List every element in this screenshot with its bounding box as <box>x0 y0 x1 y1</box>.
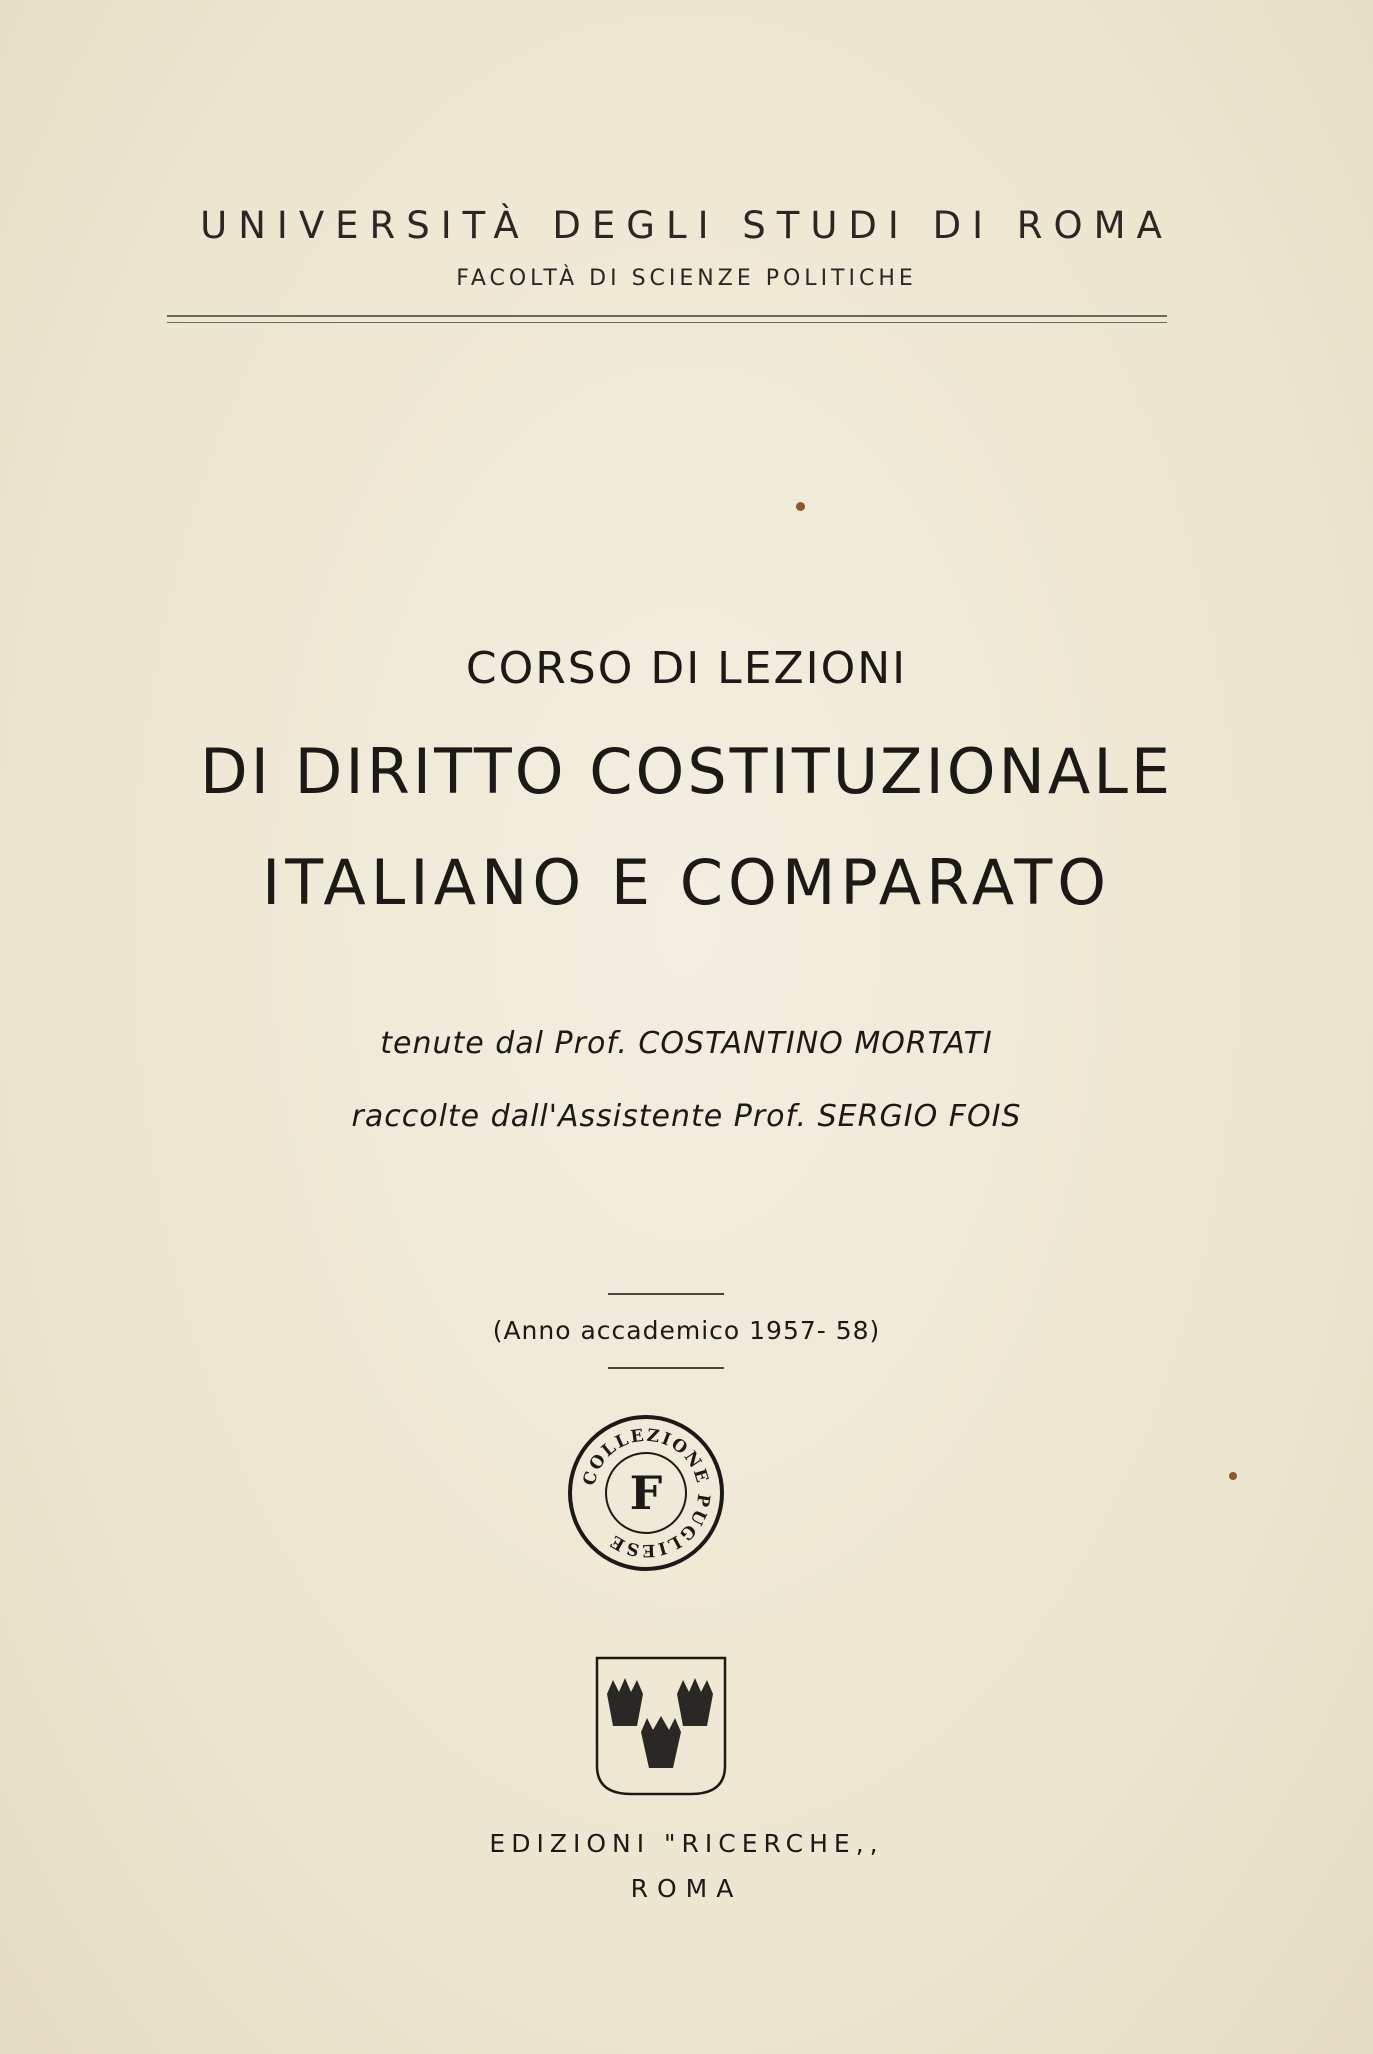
publisher-city: ROMA <box>630 1874 743 1903</box>
main-title-line-2: ITALIANO E COMPARATO <box>261 846 1112 919</box>
svg-text:COLLEZIONE PUGLIESE: COLLEZIONE PUGLIESE <box>579 1425 714 1561</box>
paper-spot <box>796 502 805 511</box>
year-rule-top <box>608 1293 724 1295</box>
academic-year: (Anno accademico 1957- 58) <box>492 1316 881 1345</box>
faculty-name: FACOLTÀ DI SCIENZE POLITICHE <box>456 266 917 291</box>
university-name: UNIVERSITÀ DEGLI STUDI DI ROMA <box>200 204 1173 247</box>
year-rule-bottom <box>608 1367 724 1369</box>
lecturer-line: tenute dal Prof. COSTANTINO MORTATI <box>380 1026 993 1061</box>
main-title-line-1: DI DIRITTO COSTITUZIONALE <box>199 735 1174 808</box>
editor-line: raccolte dall'Assistente Prof. SERGIO FOIS <box>351 1099 1022 1134</box>
publisher-name: EDIZIONI "RICERCHE,, <box>489 1829 884 1858</box>
collection-stamp-icon <box>566 1413 726 1573</box>
header-rule-secondary <box>167 322 1167 323</box>
course-heading: CORSO DI LEZIONI <box>465 643 908 694</box>
header-rule <box>167 315 1167 317</box>
paper-spot <box>1229 1472 1237 1480</box>
publisher-crest-icon <box>591 1654 731 1800</box>
svg-text:F: F <box>629 1466 663 1520</box>
